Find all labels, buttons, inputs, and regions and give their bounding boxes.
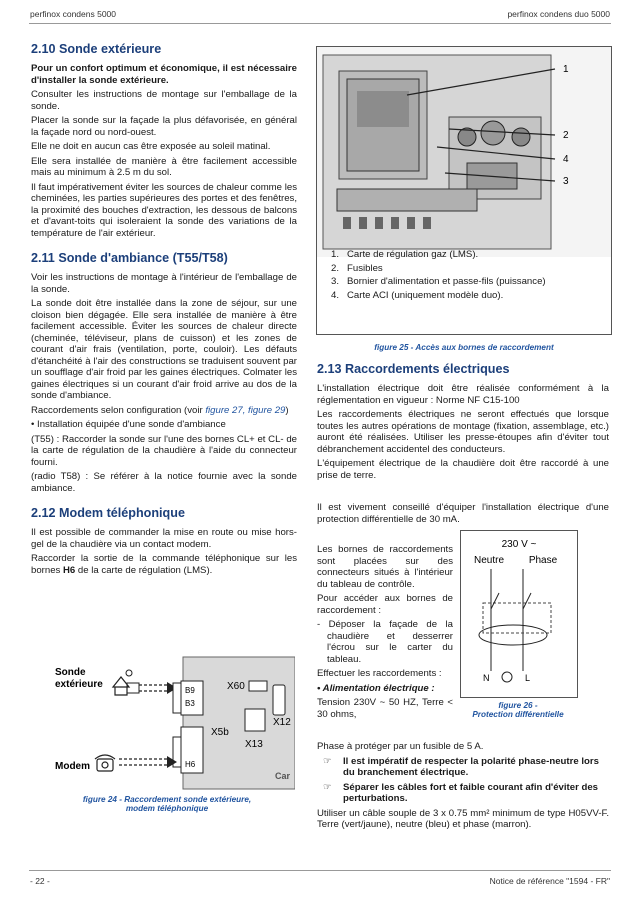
- telephone-icon: [95, 755, 115, 771]
- s211-p3: Raccordements selon configuration (voir figure 27, figure 29): [31, 404, 289, 416]
- footer-rule: [29, 870, 611, 871]
- label-230v: 230 V ~: [501, 539, 537, 550]
- label-sonde: Sonde: [55, 667, 86, 678]
- label-exterieure: extérieure: [55, 679, 103, 690]
- section-2-13-title: 2.13 Raccordements électriques: [317, 362, 510, 376]
- label-x60: X60: [227, 681, 245, 692]
- label-b3: B3: [185, 699, 195, 708]
- callout-1: 1: [563, 64, 569, 75]
- s213-p4: Il est vivement conseillé d'équiper l'installation électrique d'une protection différentielle de 30 mA.: [317, 502, 609, 525]
- callout-3: 3: [563, 176, 569, 187]
- s213-p12: Utiliser un câble souple de 3 x 0.75 mm² minimum de type H05VV-F. Terre (vert/jaune), neutre (bleu) et phase (marron).: [317, 807, 609, 830]
- section-2-10-title: 2.10 Sonde extérieure: [31, 42, 162, 56]
- outdoor-sensor-icon: [113, 670, 139, 695]
- s213-p9: • Alimentation électrique :: [317, 682, 435, 694]
- footer-right: Notice de référence "1594 - FR": [489, 876, 610, 886]
- label-x5b: X5b: [211, 727, 229, 738]
- s210-p5: Elle sera installée de manière à être facilement accessible mais au minimum à 2.5 m du sol.: [31, 155, 297, 179]
- warning-2: ☞ Séparer les câbles fort et faible courant afin d'éviter des perturbations.: [317, 782, 609, 805]
- figure-25: [316, 46, 612, 335]
- s211-p5: (T55) : Raccorder la sonde sur l'une des bornes CL+ et CL- de la carte de régulation de la chaudière à l'aide du connecteur fourni.: [31, 433, 297, 468]
- section-2-11-title: 2.11 Sonde d'ambiance (T55/T58): [31, 251, 228, 266]
- figure-26-caption: figure 26 - Protection différentielle: [472, 701, 564, 719]
- s211-p2: La sonde doit être installée dans la zone de séjour, sur une cloison bien dégagée. Elle sera installée de manière à être facilement accessible. Éviter les sources de chaleur directe (cheminée, téléviseur, plans de cuisson) et les zones de courant d'air frais (ventilation, porte, couloir). Les défauts d'étanchéité à l'air des constructions se traduisent souvent par un soufflage d'air froid par les gaines électriques. Colmater les gaines électriques si un courant d'air froid arrive au dos de la sonde d'ambiance.: [31, 298, 297, 402]
- s210-p2: Consulter les instructions de montage sur l'emballage de la sonde.: [31, 89, 297, 112]
- toroid: [479, 625, 547, 645]
- label-car: Car: [275, 771, 291, 781]
- label-x12: X12: [273, 717, 291, 728]
- header-rule: [29, 23, 611, 24]
- s212-p1: Il est possible de commander la mise en route ou mise hors-gel de la chaudière via un contact modem.: [31, 527, 297, 550]
- figure-25-caption: figure 25 - Accès aux bornes de raccordement: [374, 343, 554, 352]
- arrow-sonde-icon: [139, 685, 167, 691]
- header-left: perfinox condens 5000: [30, 9, 117, 19]
- s213-p7: - Déposer la façade de la chaudière et desserrer l'écrou sur le carter du tableau.: [317, 619, 453, 665]
- section-2-12-title: 2.12 Modem téléphonique: [31, 506, 185, 521]
- s213-p10: Tension 230V ~ 50 HZ, Terre < 30 ohms,: [317, 697, 453, 720]
- s210-p4: Elle ne doit en aucun cas être exposée au soleil matinal.: [31, 141, 271, 153]
- warning-1: ☞ Il est impératif de respecter la polarité phase-neutre lors du branchement électrique.: [317, 756, 609, 779]
- s211-p6: (radio T58) : Se référer à la notice fournie avec la sonde ambiance.: [31, 471, 297, 494]
- s213-p3: L'équipement électrique de la chaudière doit être raccordé à une prise de terre.: [317, 458, 609, 481]
- arrow-modem-icon: [119, 759, 167, 765]
- label-phase: Phase: [528, 555, 558, 566]
- label-l: L: [525, 673, 531, 683]
- connector-x12: [273, 685, 285, 715]
- s213-p2: Les raccordements électriques ne seront effectués que lorsque toutes les autres opérations de montage (fixation, assemblage, etc.) auront été réalisées. Utiliser les presse-étoupes afin d'éviter tout débranchement accidentel des conducteurs.: [317, 409, 609, 455]
- s211-p4: • Installation équipée d'une sonde d'ambiance: [31, 419, 226, 431]
- s213-p8: Effectuer les raccordements :: [317, 668, 442, 679]
- callout-2: 2: [563, 130, 569, 141]
- header-right: perfinox condens duo 5000: [507, 9, 610, 19]
- label-modem: Modem: [55, 761, 90, 772]
- right-column-bottom: [317, 741, 609, 834]
- s213-p11: Phase à protéger par un fusible de 5 A.: [317, 741, 484, 752]
- legend-item: 4. Carte ACI (uniquement modèle duo).: [331, 290, 504, 302]
- legend-item: 3. Bornier d'alimentation et passe-fils (puissance): [331, 276, 546, 288]
- s213-p1: L'installation électrique doit être réalisée conformément à la réglementation en vigueur : Norme NF C15-100: [317, 383, 609, 406]
- label-h6: H6: [185, 760, 196, 769]
- switch-neutral: [491, 593, 499, 609]
- connector-x13: [245, 709, 265, 731]
- callout-4: 4: [563, 154, 569, 165]
- s210-p6: Il faut impérativement éviter les sources de chaleur comme les cheminées, les parties supérieures des portes et des fenêtres, la proximité des bouches d'extraction, les dessous de balcons et d'avant-toits qui isoleraient la sonde des variations de la température de l'air extérieur.: [31, 181, 297, 239]
- s210-p1: Pour un confort optimum et économique, il est nécessaire d'installer la sonde extérieure.: [31, 63, 297, 86]
- legend-item: 1. Carte de régulation gaz (LMS).: [331, 249, 479, 260]
- s213-p6: Pour accéder aux bornes de raccordement :: [317, 593, 453, 616]
- figure-25-legend: [331, 249, 601, 304]
- switch-phase: [523, 593, 531, 609]
- figure-26: [460, 530, 578, 698]
- s212-p2: Raccorder la sortie de la commande téléphonique sur les bornes H6 de la carte de régulation (LMS).: [31, 553, 297, 576]
- label-n: N: [483, 673, 490, 683]
- legend-item: 2. Fusibles: [331, 262, 383, 274]
- pointing-hand-icon: ☞: [323, 755, 332, 767]
- footer-left: - 22 -: [30, 876, 50, 886]
- label-neutre: Neutre: [473, 555, 505, 566]
- left-column: [31, 42, 297, 579]
- right-column-narrow: [317, 544, 453, 723]
- figure-24-caption: figure 24 - Raccordement sonde extérieure, modem téléphonique: [82, 795, 252, 813]
- figure-24: [39, 655, 295, 791]
- pointing-hand-icon: ☞: [323, 781, 332, 793]
- label-b9: B9: [185, 686, 195, 695]
- connector-x60: [249, 681, 267, 691]
- s213-p5: Les bornes de raccordements sont placées sur des connecteurs situés à l'intérieur du tableau de contrôle.: [317, 544, 453, 590]
- s211-p1: Voir les instructions de montage à l'intérieur de l'emballage de la sonde.: [31, 272, 297, 295]
- earth-icon: [502, 672, 512, 682]
- boiler-photo: [317, 47, 611, 257]
- right-column-top: [317, 362, 609, 484]
- breaker-box: [483, 603, 551, 633]
- figure-ref-link[interactable]: figure 27, figure 29: [205, 404, 286, 416]
- s210-p3: Placer la sonde sur la façade la plus défavorisée, en général la façade nord ou nord-ouest.: [31, 115, 297, 138]
- s213-p4-wrap: [317, 502, 609, 528]
- label-x13: X13: [245, 739, 263, 750]
